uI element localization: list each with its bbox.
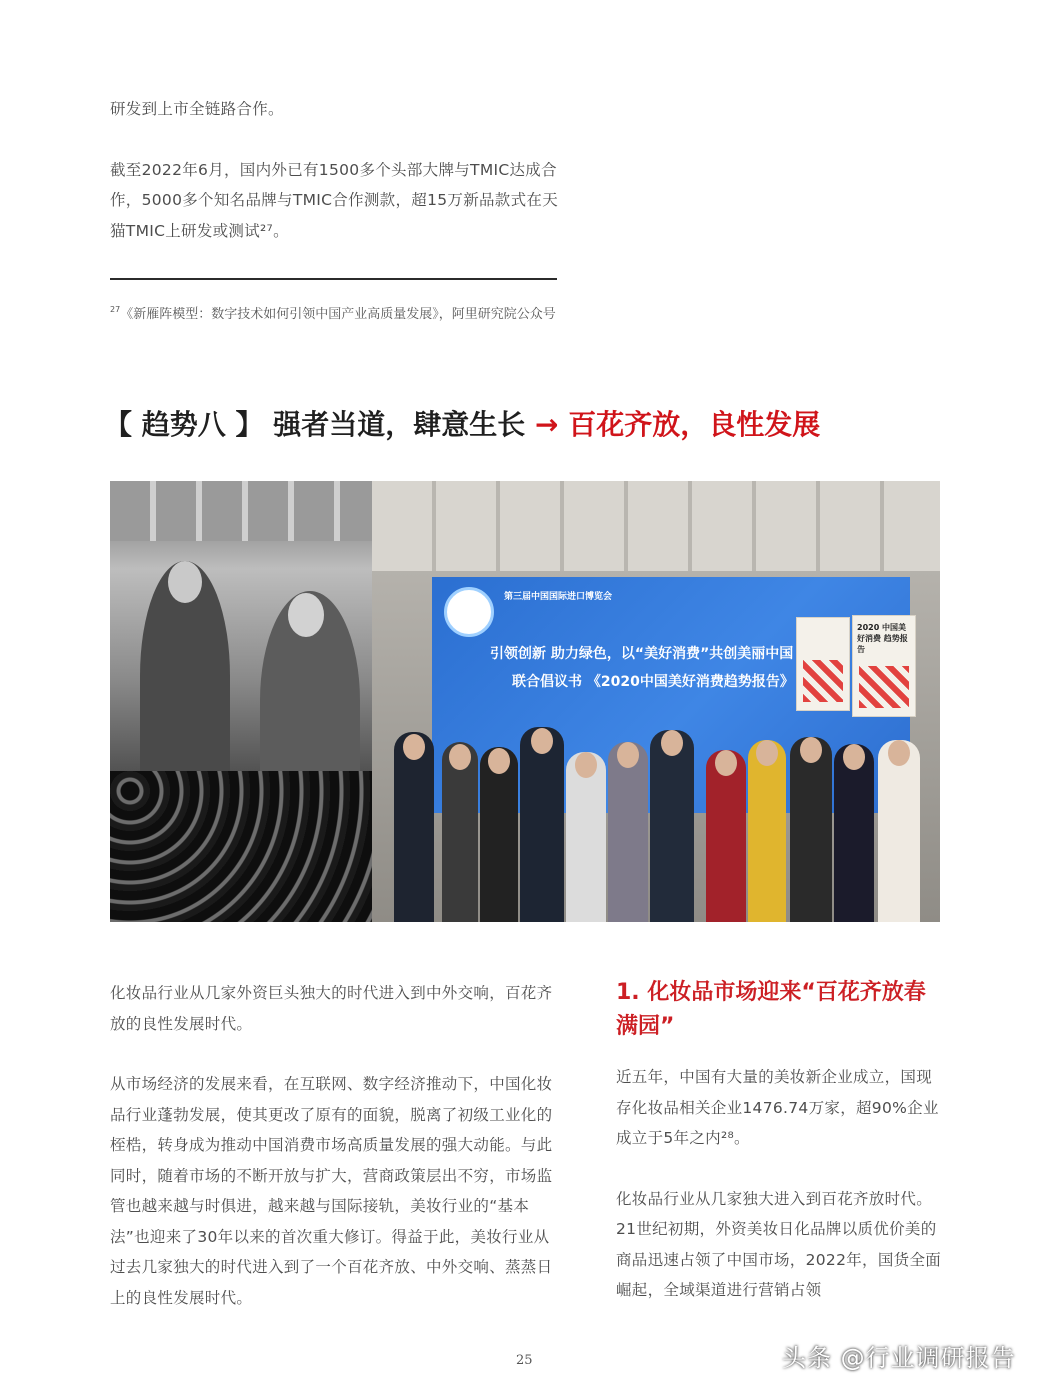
screen-line-3: 联合倡议书 《2020中国美好消费趋势报告》 xyxy=(512,674,794,690)
paragraph-market-economy: 从市场经济的发展来看，在互联网、数字经济推动下，中国化妆品行业蓬勃发展，使其更改了原有的面貌，脱离了初级工业化的桎梏，转身成为推动中国消费市场高质量发展的强大动能。与此同时，随着市场的不断开放与扩大，营商政策层出不穷，市场监管也越来越与时俱进，越来越与国际接轨，美妆行业的“基本法”也迎来了30年以来的首次重大修订。得益于此，美妆行业从过去几家独大的时代进入到了一个百花齐放、中外交响、蒸蒸日上的良性发展时代。 xyxy=(110,1075,553,1307)
subheading-market: 1. 化妆品市场迎来“百花齐放春满园” xyxy=(616,980,926,1039)
headline-arrow: → xyxy=(535,408,559,441)
right-column xyxy=(616,1062,944,1306)
paragraph-tmic: 截至2022年6月，国内外已有1500多个头部大牌与TMIC达成合作，5000多个知名品牌与TMIC合作测款，超15万新品款式在天猫TMIC上研发或测试²⁷。 xyxy=(110,160,559,240)
paragraph-era-shift: 化妆品行业从几家独大进入到百花齐放时代。21世纪初期，外资美妆日化品牌以质优价美的商品迅速占领了中国市场，2022年，国货全面崛起，全域渠道进行营销占领 xyxy=(616,1189,942,1299)
source-watermark: 头条 @行业调研报告 xyxy=(782,1344,1016,1372)
footnote-text: 《新雁阵模型：数字技术如何引领中国产业高质量发展》，阿里研究院公众号 xyxy=(120,307,556,322)
left-column xyxy=(110,978,558,1313)
expo-logo-icon xyxy=(444,587,494,637)
footnote-marker: 27 xyxy=(110,305,121,314)
screen-line-1: 第三届中国国际进口博览会 xyxy=(504,592,613,602)
headline-dark-part: 强者当道，肆意生长 xyxy=(273,408,526,441)
paragraph-intro: 化妆品行业从几家外资巨头独大的时代进入到中外交响，百花齐放的良性发展时代。 xyxy=(110,984,553,1033)
top-text-block xyxy=(110,94,558,246)
headline-red-part: 百花齐放，良性发展 xyxy=(568,408,821,441)
cosmetics-shopping-photo xyxy=(110,481,372,922)
paragraph-continuation: 研发到上市全链路合作。 xyxy=(110,100,284,118)
poster-title: 2020 中国美好消费 趋势报告 xyxy=(857,623,908,654)
paragraph-new-companies: 近五年，中国有大量的美妆新企业成立，国现存化妆品相关企业1476.74万家，超90%企业成立于5年之内²⁸。 xyxy=(616,1068,939,1147)
footnote-divider xyxy=(110,278,557,280)
expo-group-photo xyxy=(372,481,940,922)
footnote xyxy=(110,298,558,326)
attendees-group xyxy=(372,682,940,922)
screen-line-2: 引领创新 助力绿色，以“美好消费”共创美丽中国 xyxy=(490,646,794,662)
page-number: 25 xyxy=(516,1353,533,1368)
section-headline xyxy=(104,405,820,445)
headline-bracket-title: 【 趋势八 】 xyxy=(104,408,264,441)
